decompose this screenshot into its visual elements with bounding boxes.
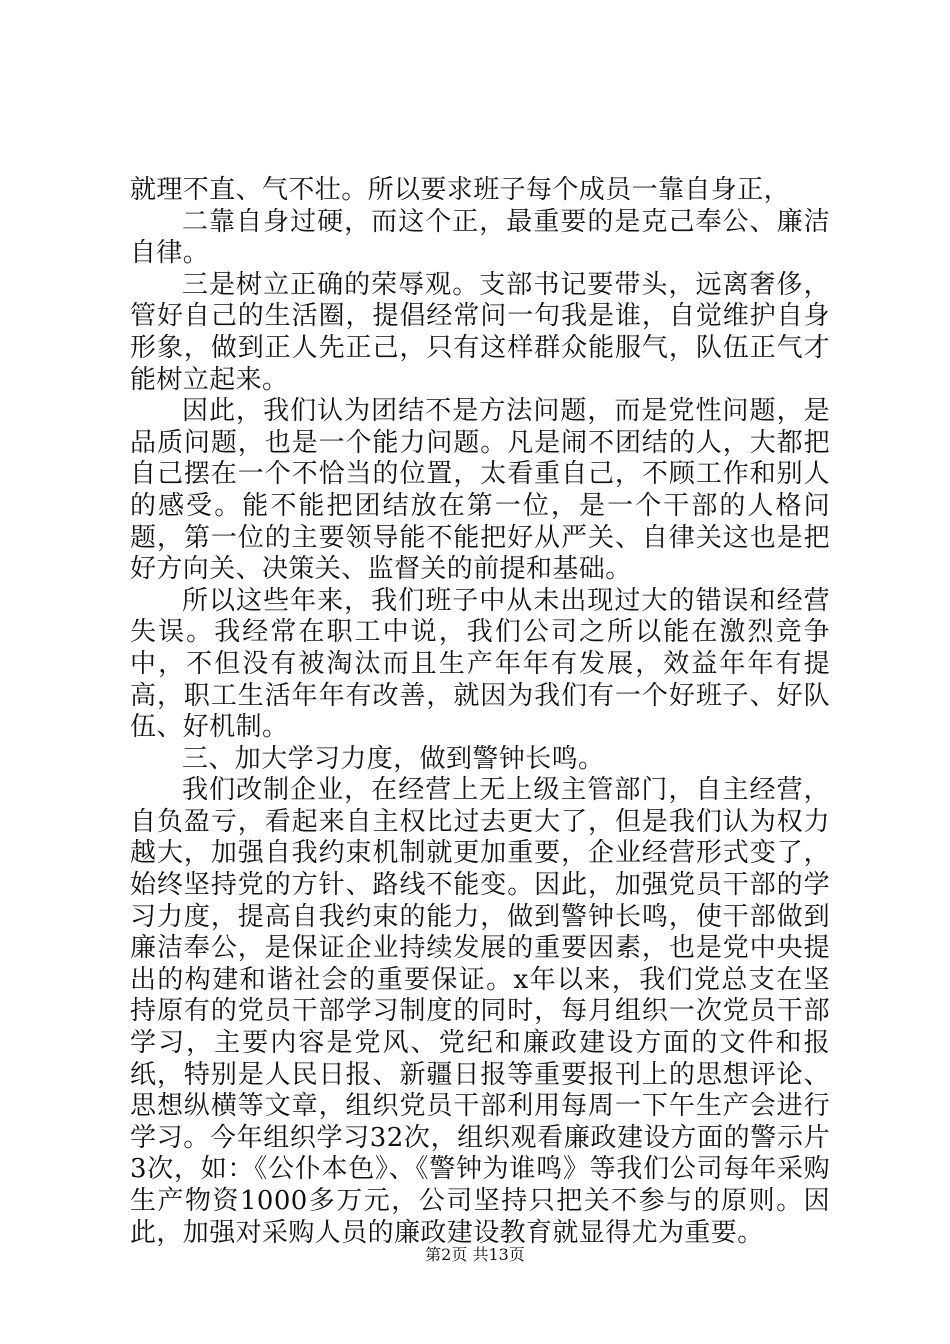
section-heading: 三、加大学习力度，做到警钟长鸣。 <box>182 743 605 774</box>
paragraph-4: 因此，我们认为团结不是方法问题，而是党性问题，是品质问题，也是一个能力问题。凡是闹不团结的人，大都把自己摆在一个不恰当的位置，太看重自己，不顾工作和别人的感受。能不能把团结放在第一位，是一个干部的人格问题，第一位的主要领导能不能把好从严关、自律关这也是把好方向关、决策关、监督关的前提和基础。 <box>130 396 830 585</box>
page-number-footer: 第2页 共13页 <box>425 1245 525 1264</box>
paragraph-1: 就理不直、气不壮。所以要求班子每个成员一靠自身正， <box>130 175 791 205</box>
paragraph-3: 三是树立正确的荣辱观。支部书记要带头，远离奢侈，管好自己的生活圈，提倡经常问一句我是谁，自觉维护自身形象，做到正人先正己，只有这样群众能服气，队伍正气才能树立起来。 <box>130 269 830 395</box>
paragraph-5: 所以这些年来，我们班子中从未出现过大的错误和经营失误。我经常在职工中说，我们公司之所以能在激烈竞争中，不但没有被淘汰而且生产年年有发展，效益年年有提高，职工生活年年有改善，就因为我们有一个好班子、好队伍、好机制。 <box>130 585 830 743</box>
document-body <box>130 175 830 1249</box>
paragraph-2: 二靠自身过硬，而这个正，最重要的是克己奉公、廉洁自律。 <box>130 206 830 269</box>
paragraph-7: 我们改制企业，在经营上无上级主管部门，自主经营，自负盈亏，看起来自主权比过去更大了，但是我们认为权力越大，加强自我约束机制就更加重要，企业经营形式变了，始终坚持党的方针、路线不能变。因此，加强党员干部的学习力度，提高自我约束的能力，做到警钟长鸣，使干部做到廉洁奉公，是保证企业持续发展的重要因素，也是党中央提出的构建和谐社会的重要保证。x年以来，我们党总支在坚持原有的党员干部学习制度的同时，每月组织一次党员干部学习，主要内容是党风、党纪和廉政建设方面的文件和报纸，特别是人民日报、新疆日报等重要报刊上的思想评论、思想纵横等文章，组织党员干部利用每周一下午生产会进行学习。今年组织学习32次，组织观看廉政建设方面的警示片3次，如：《公仆本色》、《警钟为谁鸣》等我们公司每年采购生产物资1000多万元，公司坚持只把关不参与的原则。因此，加强对采购人员的廉政建设教育就显得尤为重要。 <box>130 775 830 1248</box>
